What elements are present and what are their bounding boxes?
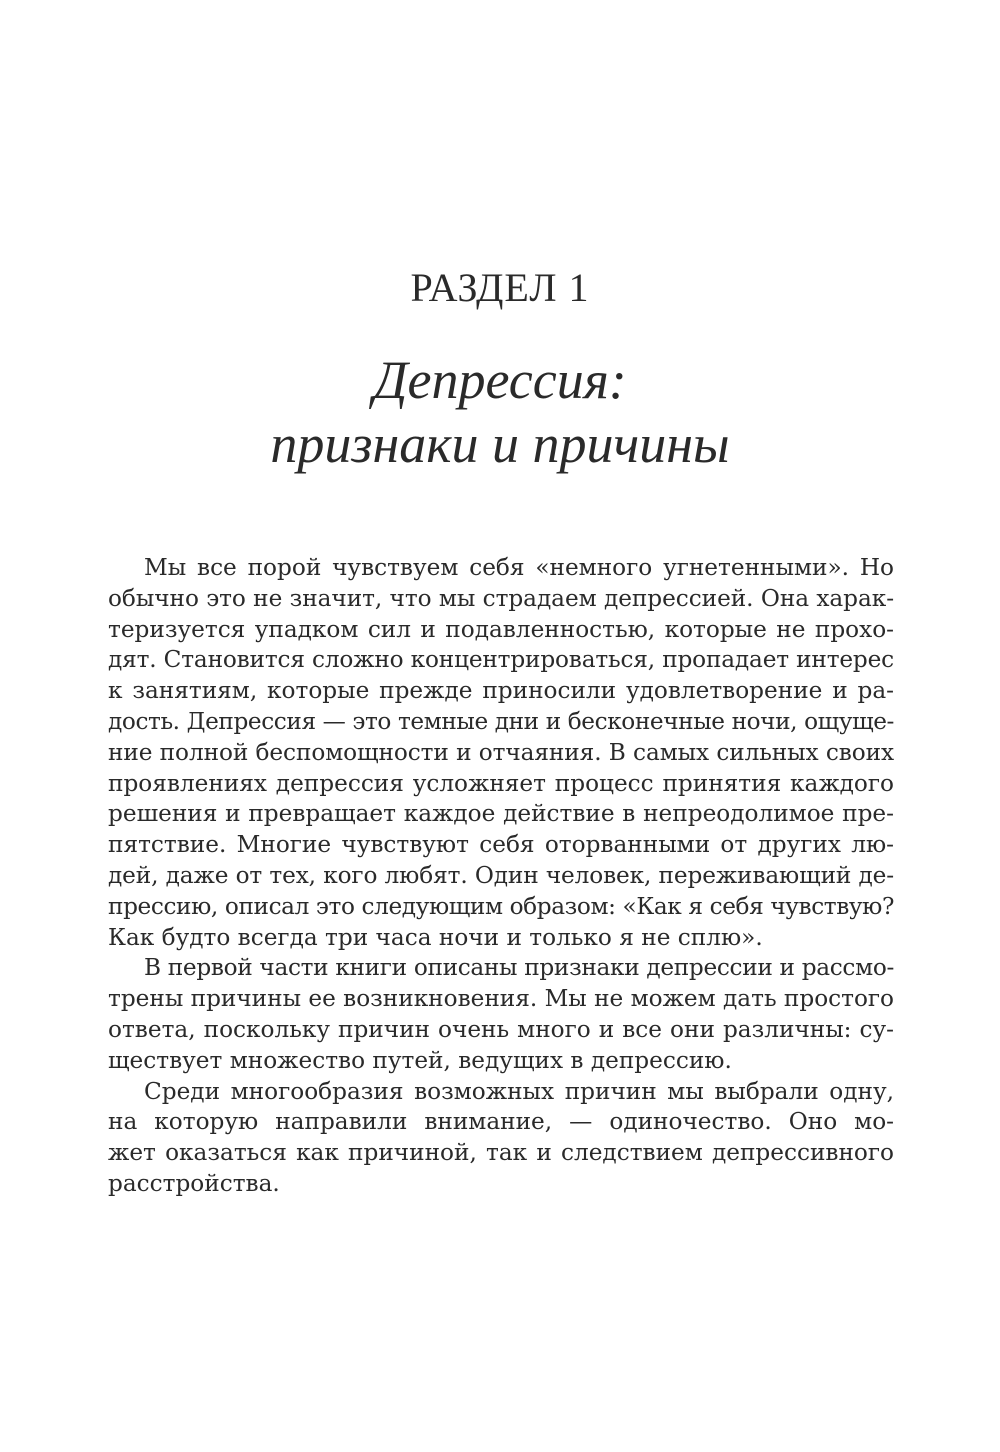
paragraph-line: пятствие. Многие чувствуют себя оторванными от других лю- [108,831,894,859]
paragraph-line: на которую направили внимание, — одиночество. Оно мо- [108,1108,894,1136]
paragraph-2 [108,953,894,1076]
paragraph-line: дят. Становится сложно концентрироваться, пропадает интерес [108,646,894,674]
paragraph-line: дость. Депрессия — это темные дни и бесконечные ночи, ощуще- [108,707,894,735]
paragraph-line: проявлениях депрессия усложняет процесс принятия каждого [108,769,894,797]
paragraph-line: Мы все порой чувствуем себя «немного угнетенными». Но [144,554,894,581]
paragraph-line: ответа, поскольку причин очень много и все они различны: су- [108,1015,894,1043]
section-label: РАЗДЕЛ 1 [410,265,590,310]
paragraph-1 [108,553,894,953]
paragraph-line: Как будто всегда три часа ночи и только я не сплю». [108,923,763,951]
paragraph-line: В первой части книги описаны признаки депрессии и рассмо- [144,954,894,982]
paragraph-line: жет оказаться как причиной, так и следствием депрессивного [108,1139,894,1167]
paragraph-line: дей, даже от тех, кого любят. Один человек, переживающий де- [108,861,894,889]
paragraph-line: ществует множество путей, ведущих в депрессию. [108,1046,732,1074]
paragraph-line: обычно это не значит, что мы страдаем депрессией. Она харак- [108,584,894,612]
paragraph-line: расстройства. [108,1169,280,1197]
paragraph-line: теризуется упадком сил и подавленностью, которые не прохо- [108,615,894,643]
paragraph-line: трены причины ее возникновения. Мы не можем дать простого [108,985,894,1013]
paragraph-line: прессию, описал это следующим образом: «Как я себя чувствую? [108,892,894,920]
body-text [108,553,894,1200]
chapter-title-line-1: Депрессия: [373,350,627,410]
paragraph-line: к занятиям, которые прежде приносили удовлетворение и ра- [108,677,894,705]
paragraph-line: ние полной беспомощности и отчаяния. В самых сильных своих [108,738,894,766]
paragraph-line: решения и превращает каждое действие в непреодолимое пре- [108,800,894,828]
paragraph-3 [108,1077,894,1200]
chapter-title [0,348,1000,476]
paragraph-line: Среди многообразия возможных причин мы выбрали одну, [144,1077,894,1105]
chapter-title-line-2: признаки и причины [270,414,730,474]
